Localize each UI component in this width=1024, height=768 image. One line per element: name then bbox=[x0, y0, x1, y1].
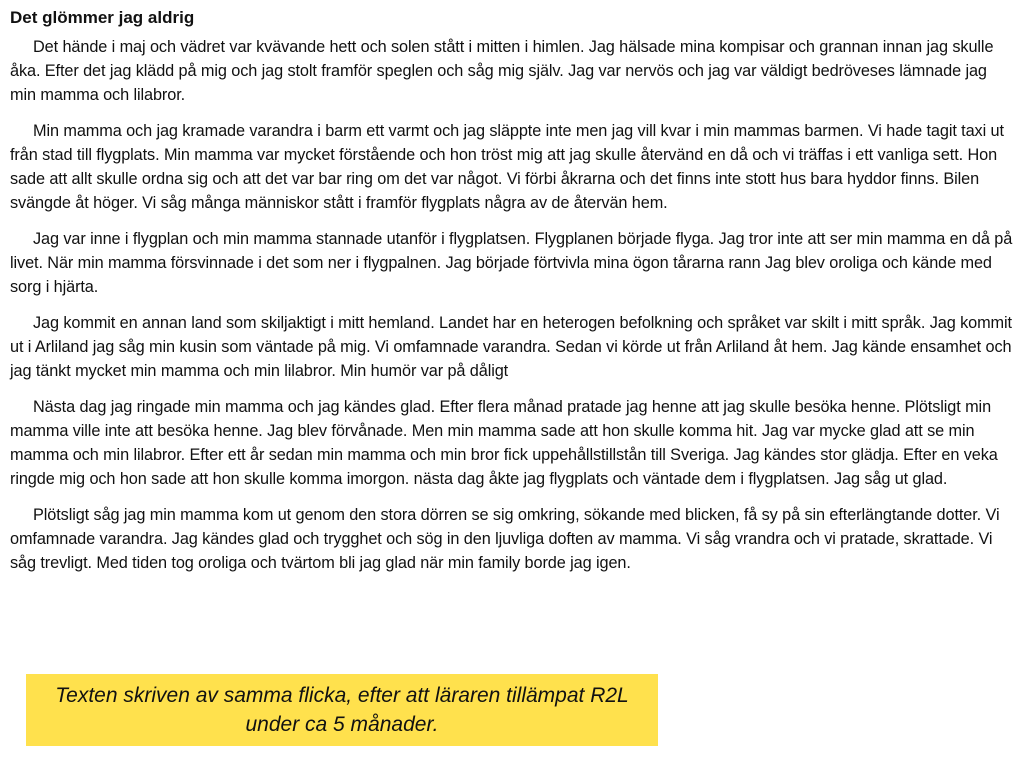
paragraph-6: Plötsligt såg jag min mamma kom ut genom den stora dörren se sig omkring, sökande med blicken, få sy på sin efterlängtande dotter. Vi omfamnade varandra. Jag kändes glad och trygghet och sög in den ljuvliga doften av mamma. Vi såg vrandra och vi pratade, skrattade. Vi såg trevligt. Med tiden tog oroliga och tvärtom bli jag glad när min family borde jag igen. bbox=[10, 506, 1000, 572]
paragraph-5: Nästa dag jag ringade min mamma och jag kändes glad. Efter flera månad pratade jag henne att jag skulle besöka henne. Plötsligt min mamma ville inte att besöka henne. Jag blev förvånade. Men min mamma sade att hon skulle komma hit. Jag var mycke glad att se min mamma och min lilabror. Efter ett år sedan min mamma och min bror fick uppehållstillstån till Sveriga. Jag kändes stor glädja. Efter en veka ringde mig och hon sade att hon skulle komma imorgon. nästa dag åkte jag flygplats och väntade dem i flygplatsen. Jag såg ut glad. bbox=[10, 398, 998, 488]
caption-box bbox=[26, 674, 658, 746]
paragraph-4: Jag kommit en annan land som skiljaktigt i mitt hemland. Landet har en heterogen befolkning och språket var skilt i mitt språk. Jag kommit ut i Arliland jag såg min kusin som väntade på mig. Vi omfamnade varandra. Sedan vi körde ut från Arliland åt hem. Jag kände ensamhet och jag tänkt mycket min mamma och min lilabror. Min humör var på dåligt bbox=[10, 314, 1012, 380]
caption-text: Texten skriven av samma flicka, efter att läraren tillämpat R2L under ca 5 månader. bbox=[55, 684, 629, 736]
essay-title: Det glömmer jag aldrig bbox=[10, 8, 195, 27]
essay bbox=[10, 6, 1016, 587]
paragraph-1: Det hände i maj och vädret var kvävande hett och solen stått i mitten i himlen. Jag hälsade mina kompisar och grannan innan jag skulle åka. Efter det jag klädd på mig och jag stolt framför speglen och såg mig själv. Jag var nervös och jag var väldigt bedröveses lämnade jag min mamma och lilabror. bbox=[10, 38, 994, 104]
paragraph-3: Jag var inne i flygplan och min mamma stannade utanför i flygplatsen. Flygplanen började flyga. Jag tror inte att ser min mamma en då på livet. När min mamma försvinnade i det som ner i flygpalnen. Jag började förtvivla mina ögon tårarna rann Jag blev oroliga och kände med sorg i hjärta. bbox=[10, 230, 1013, 296]
paragraph-2: Min mamma och jag kramade varandra i barm ett varmt och jag släppte inte men jag vill kvar i min mammas barmen. Vi hade tagit taxi ut från stad till flygplats. Min mamma var mycket förstående och hon tröst mig att jag skulle återvänd en då och vi träffas i ett vanliga sett. Hon sade att allt skulle ordna sig och att det var bar ring om det var något. Vi förbi åkrarna och det finns inte stott hus bara hyddor finns. Bilen svängde åt höger. Vi såg många människor stått i framför flygplats några av de återvän hem. bbox=[10, 122, 1004, 212]
